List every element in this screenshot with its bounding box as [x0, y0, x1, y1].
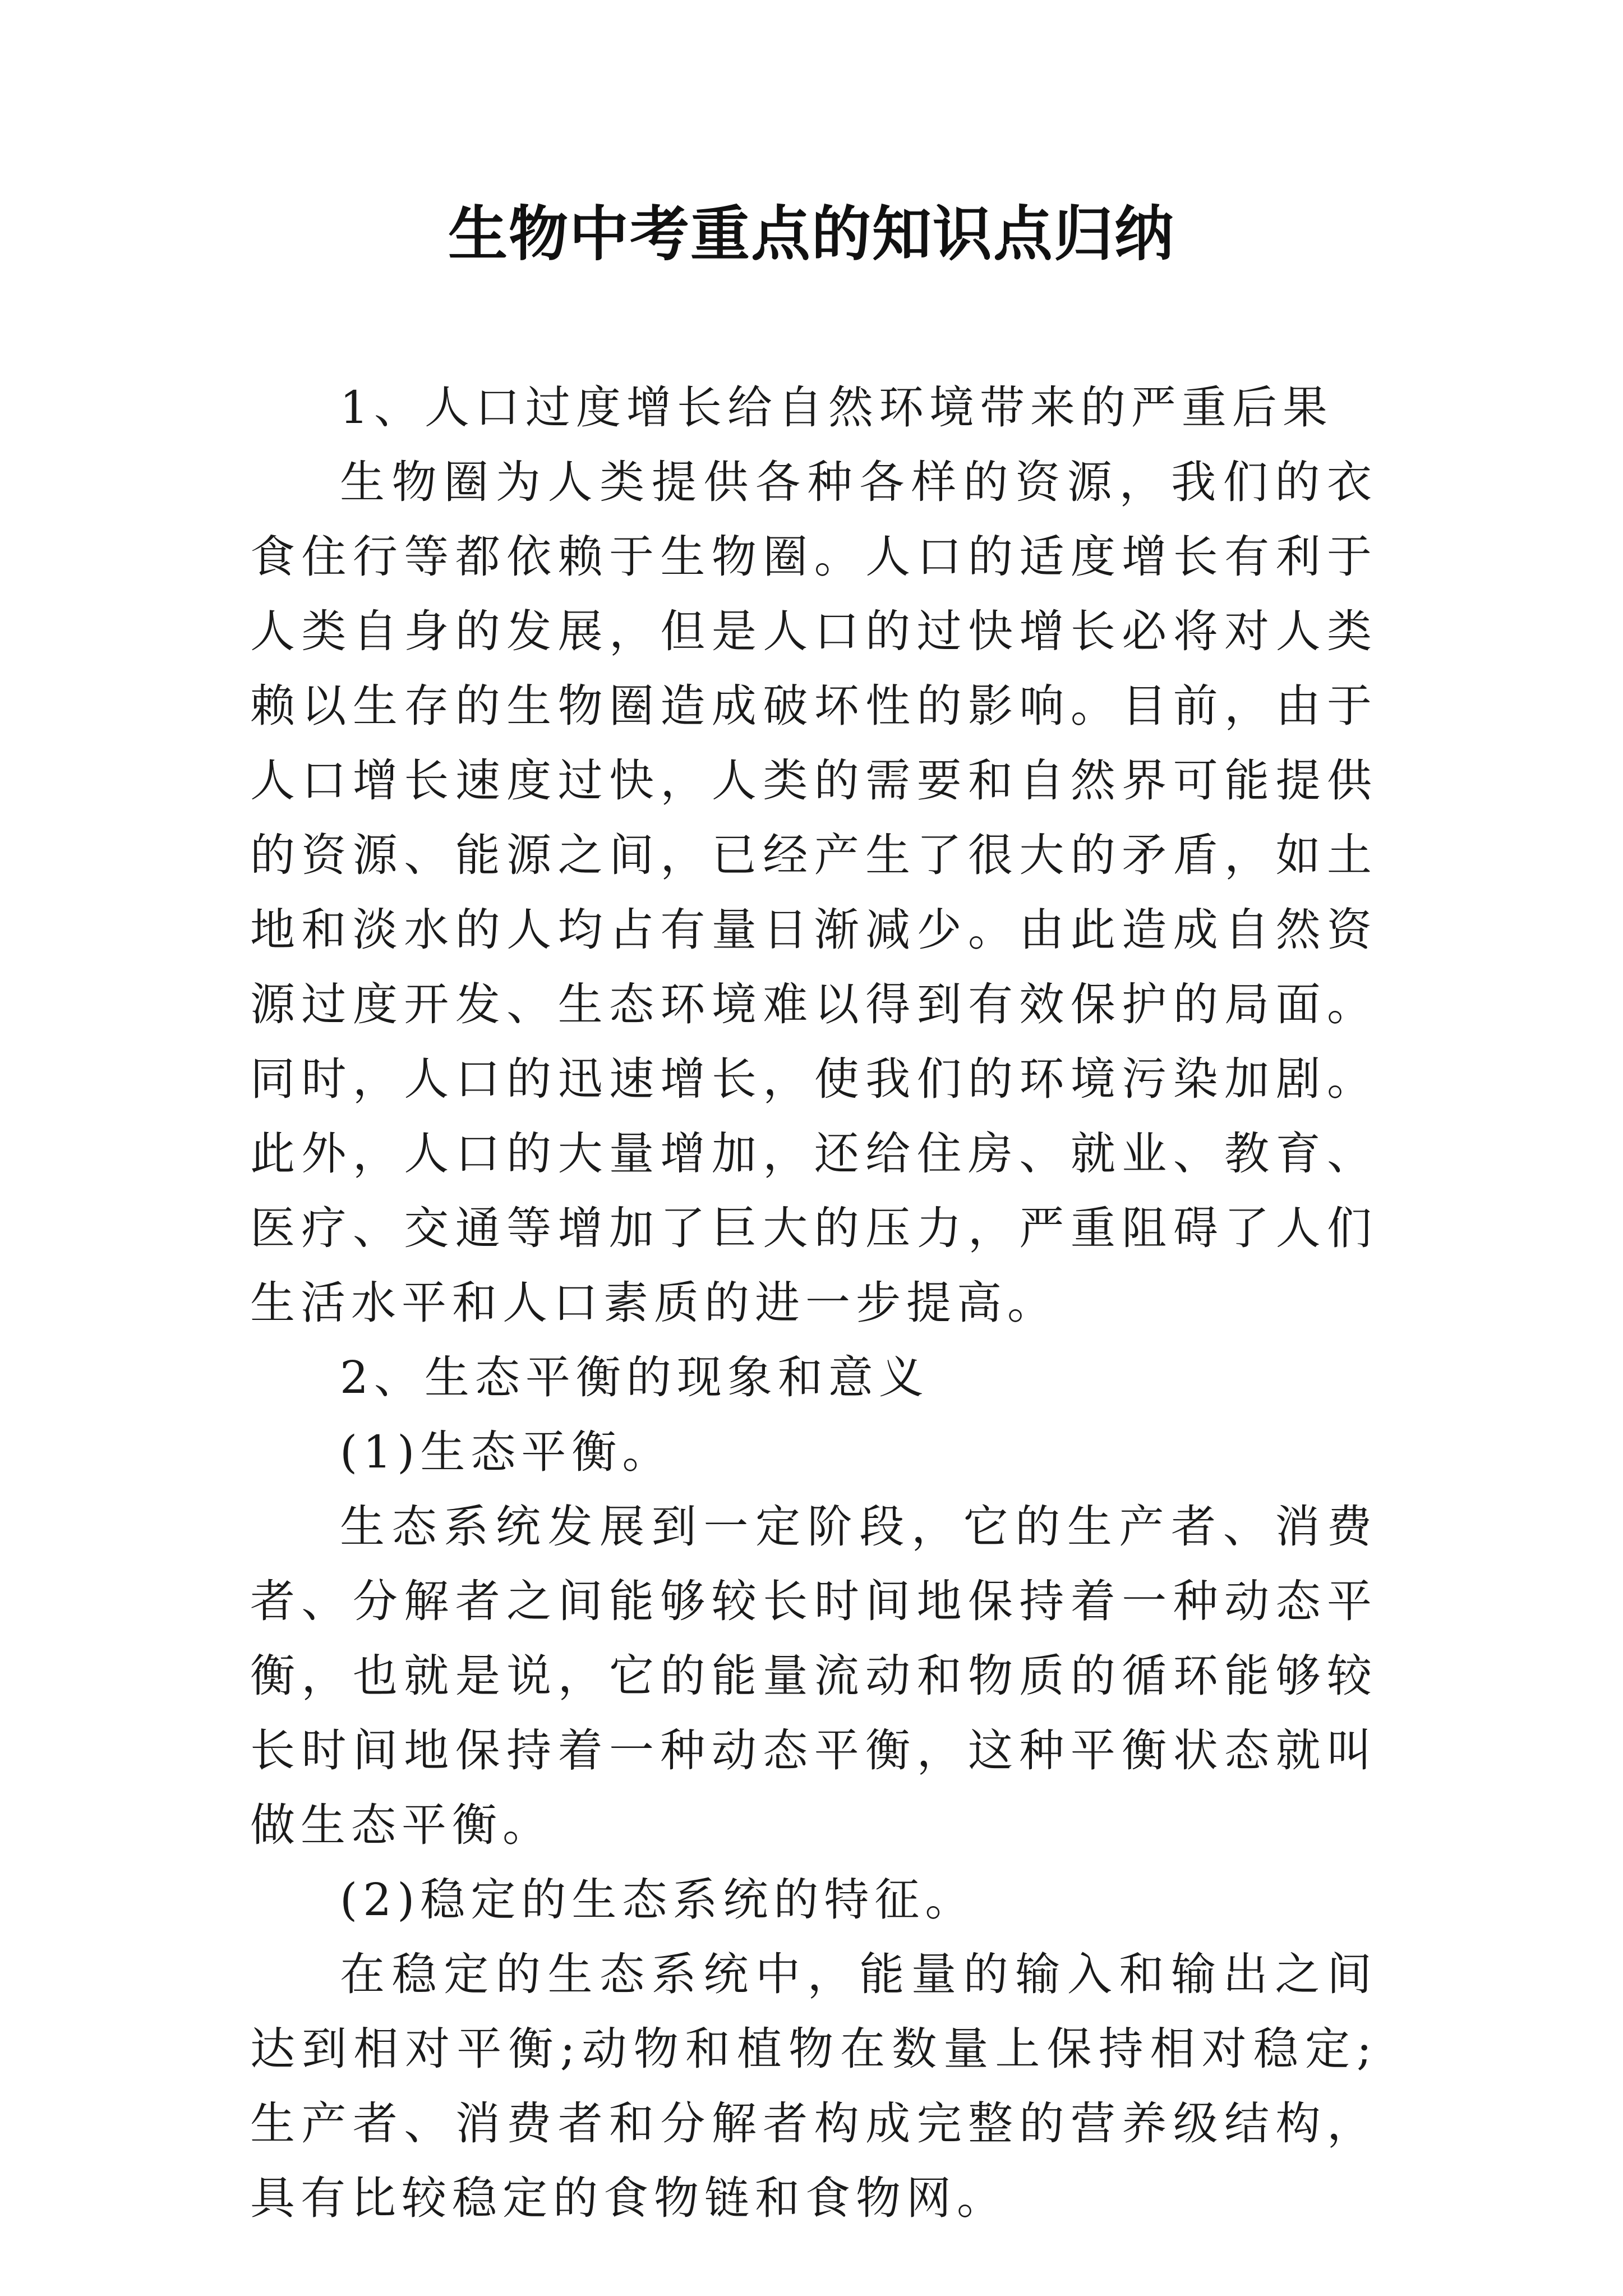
- document-body: [250, 370, 1377, 2235]
- section-heading-2: 2、生态平衡的现象和意义: [340, 1351, 929, 1404]
- paragraph-population-impact: 生物圈为人类提供各种各样的资源，我们的衣食住行等都依赖于生物圈。人口的适度增长有利于人类自身的发展，但是人口的过快增长必将对人类赖以生存的生物圈造成破坏性的影响。目前，由于人口增长速度过快，人类的需要和自然界可能提供的资源、能源之间，已经产生了很大的矛盾，如土地和淡水的人均占有量日渐减少。由此造成自然资源过度开发、生态环境难以得到有效保护的局面。同时，人口的迅速增长，使我们的环境污染加剧。此外，人口的大量增加，还给住房、就业、教育、医疗、交通等增加了巨大的压力，严重阻碍了人们生活水平和人口素质的进一步提高。: [250, 456, 1377, 1329]
- section-heading-1: 1、人口过度增长给自然环境带来的严重后果: [340, 381, 1333, 434]
- paragraph-ecological-balance: 生态系统发展到一定阶段，它的生产者、消费者、分解者之间能够较长时间地保持着一种动态平衡，也就是说，它的能量流动和物质的循环能够较长时间地保持着一种动态平衡，这种平衡状态就叫做生态平衡。: [250, 1501, 1377, 1851]
- subheading-stable-ecosystem: (2)稳定的生态系统的特征。: [340, 1874, 976, 1926]
- subheading-ecological-balance: (1)生态平衡。: [340, 1426, 673, 1478]
- document-title: 生物中考重点的知识点归纳: [448, 199, 1175, 269]
- paragraph-stable-ecosystem: 在稳定的生态系统中，能量的输入和输出之间达到相对平衡;动物和植物在数量上保持相对稳定;生产者、消费者和分解者构成完整的营养级结构，具有比较稳定的食物链和食物网。: [250, 1948, 1377, 2224]
